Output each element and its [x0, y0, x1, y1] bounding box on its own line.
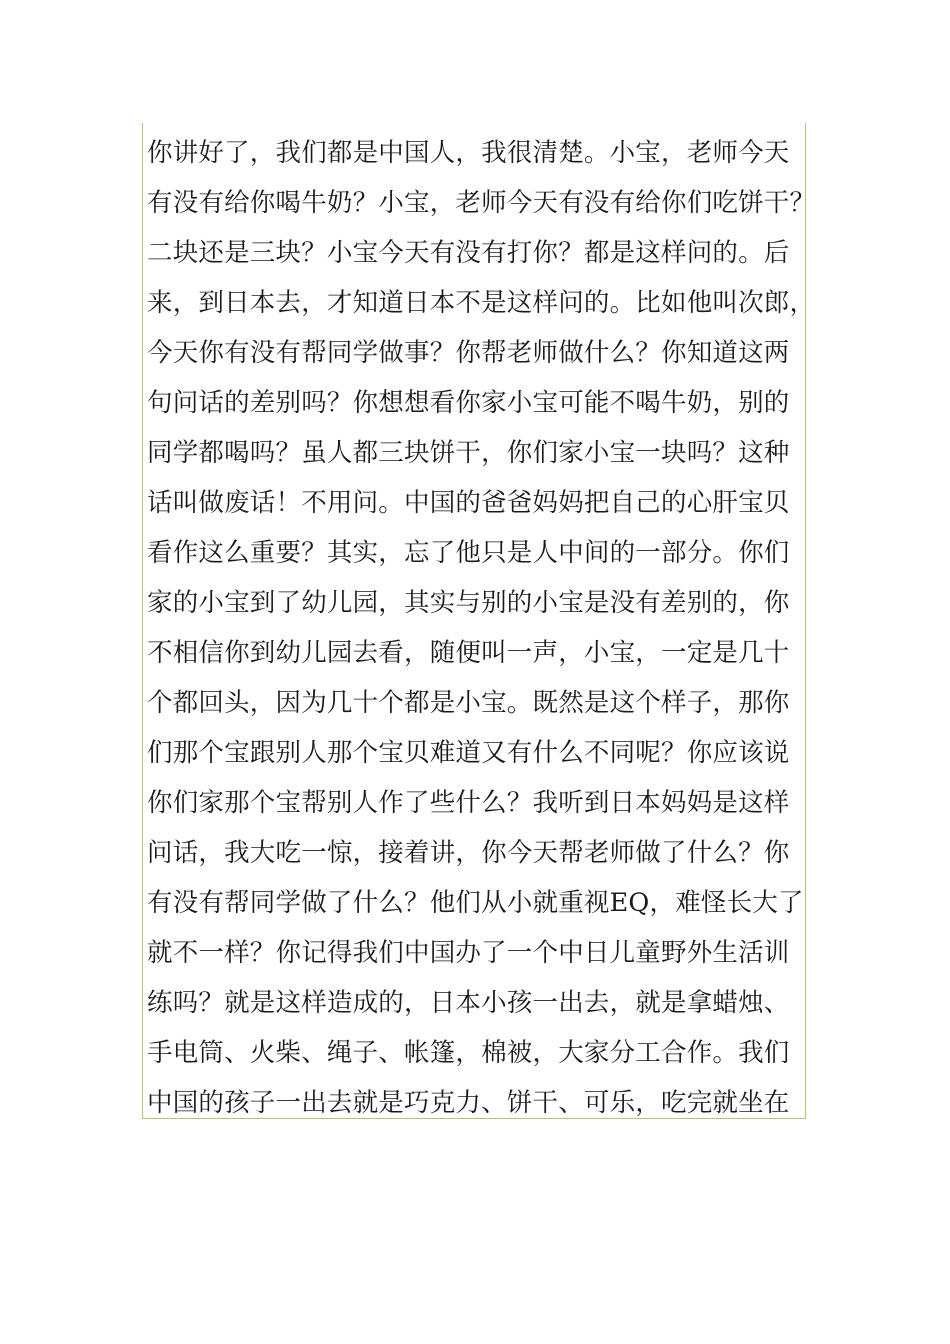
text-line: 手电筒、火柴、绳子、帐篷，棉被，大家分工合作。我们 [147, 1038, 790, 1068]
text-line: 练吗？就是这样造成的，日本小孩一出去，就是拿蜡烛、 [147, 988, 790, 1018]
text-line: 有没有帮同学做了什么？他们从小就重视EQ，难怪长大了 [147, 888, 804, 918]
text-line: 来，到日本去，才知道日本不是这样问的。比如他叫次郎， [147, 288, 816, 318]
text-line: 二块还是三块？小宝今天有没有打你？都是这样问的。后 [147, 238, 790, 268]
text-line: 看作这么重要？其实，忘了他只是人中间的一部分。你们 [147, 538, 790, 568]
text-line: 中国的孩子一出去就是巧克力、饼干、可乐，吃完就坐在 [147, 1088, 790, 1118]
text-line: 家的小宝到了幼儿园，其实与别的小宝是没有差别的，你 [147, 588, 790, 618]
text-line: 你讲好了，我们都是中国人，我很清楚。小宝，老师今天 [147, 138, 790, 168]
text-line: 你们家那个宝帮别人作了些什么？我听到日本妈妈是这样 [147, 788, 790, 818]
text-line: 句问话的差别吗？你想想看你家小宝可能不喝牛奶，别的 [147, 388, 790, 418]
text-line: 个都回头，因为几十个都是小宝。既然是这个样子，那你 [147, 688, 790, 718]
text-line: 不相信你到幼儿园去看，随便叫一声，小宝，一定是几十 [147, 638, 790, 668]
text-line: 话叫做废话！不用问。中国的爸爸妈妈把自己的心肝宝贝 [147, 488, 790, 518]
text-line: 就不一样？你记得我们中国办了一个中日儿童野外生活训 [147, 938, 790, 968]
text-line: 同学都喝吗？虽人都三块饼干，你们家小宝一块吗？这种 [147, 438, 790, 468]
body-text [147, 128, 816, 1128]
text-frame [142, 123, 816, 1119]
text-line: 今天你有没有帮同学做事？你帮老师做什么？你知道这两 [147, 338, 790, 368]
text-line: 问话，我大吃一惊，接着讲，你今天帮老师做了什么？你 [147, 838, 790, 868]
text-line: 们那个宝跟别人那个宝贝难道又有什么不同呢？你应该说 [147, 738, 790, 768]
text-line: 有没有给你喝牛奶？小宝，老师今天有没有给你们吃饼干？ [147, 188, 816, 218]
